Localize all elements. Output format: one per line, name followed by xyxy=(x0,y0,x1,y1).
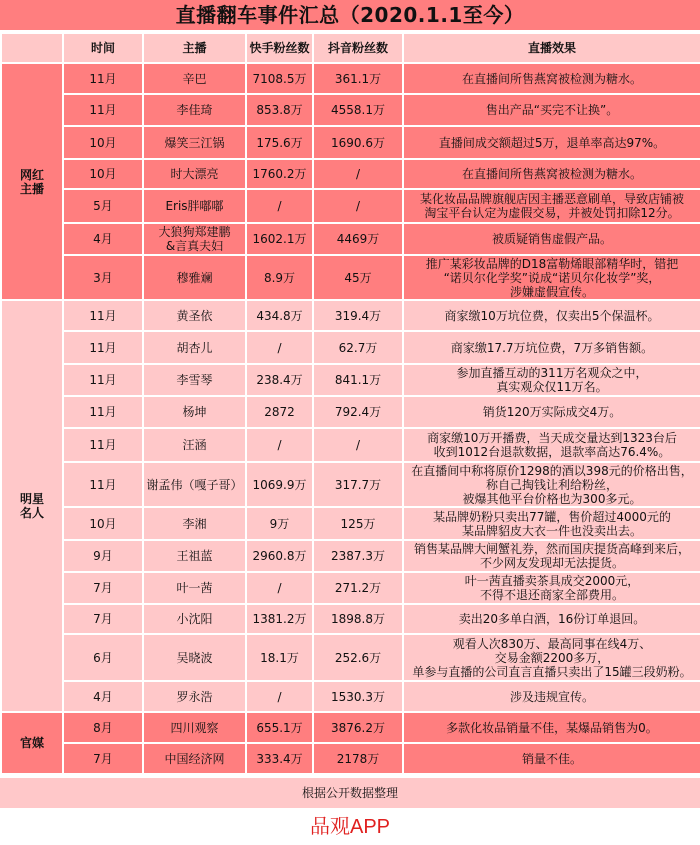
effect-cell xyxy=(403,634,700,681)
effect-cell xyxy=(403,189,700,223)
douyin-fans-cell: 841.1万 xyxy=(313,364,403,396)
douyin-fans-cell: / xyxy=(313,189,403,223)
effect-cell: 涉及违规宣传。 xyxy=(403,681,700,712)
header-effect: 直播效果 xyxy=(403,33,700,63)
time-cell: 7月 xyxy=(63,743,143,774)
effect-cell xyxy=(403,572,700,604)
douyin-fans-cell: 319.4万 xyxy=(313,300,403,331)
text-line: 参加直播互动的311万名观众之中， xyxy=(456,366,648,380)
text-line: 被爆其他平台价格也为300多元。 xyxy=(462,491,642,506)
time-cell: 11月 xyxy=(63,300,143,331)
douyin-fans-cell: 45万 xyxy=(313,255,403,300)
text-line: 单参与直播的公司直言直播只卖出了15罐三段奶粉。 xyxy=(412,664,692,679)
table-row xyxy=(1,94,700,126)
douyin-fans-cell: 62.7万 xyxy=(313,331,403,364)
kuaishou-fans-cell: 434.8万 xyxy=(246,300,313,331)
text-line: 观看人次830万、最高同事在线4万、 xyxy=(452,636,652,651)
table-body xyxy=(1,63,700,774)
time-cell: 10月 xyxy=(63,507,143,540)
effect-cell: 销量不佳。 xyxy=(403,743,700,774)
kuaishou-fans-cell: 1602.1万 xyxy=(246,223,313,255)
effect-cell: 商家缴17.7万坑位费，7万多销售额。 xyxy=(403,331,700,364)
header-category xyxy=(1,33,63,63)
text-line: “诺贝尔化学奖”说成“诺贝尔化妆学”奖， xyxy=(443,270,661,285)
category-label-line: 网红 xyxy=(19,167,44,182)
effect-cell xyxy=(403,540,700,572)
host-cell: Eris胖嘟嘟 xyxy=(143,189,246,223)
douyin-fans-cell: 125万 xyxy=(313,507,403,540)
time-cell: 10月 xyxy=(63,126,143,159)
kuaishou-fans-cell: 8.9万 xyxy=(246,255,313,300)
table-row xyxy=(1,540,700,572)
text-line: 涉嫌虚假宣传。 xyxy=(509,284,594,299)
text-line: 销售某品牌大闸蟹礼券，然而国庆提货高峰到来后， xyxy=(413,542,690,556)
time-cell: 11月 xyxy=(63,396,143,428)
host-cell xyxy=(143,223,246,255)
time-cell: 10月 xyxy=(63,159,143,189)
header-host: 主播 xyxy=(143,33,246,63)
text-line: 某品牌奶粉只卖出77罐，售价超过4000元的 xyxy=(433,509,671,524)
host-cell: 爆笑三江锅 xyxy=(143,126,246,159)
host-cell: 叶一茜 xyxy=(143,572,246,604)
kuaishou-fans-cell: / xyxy=(246,572,313,604)
text-line: 推广某彩妆品牌的D18富勒烯眼部精华时，错把 xyxy=(425,256,679,271)
text-line: 不少网友发现却无法提货。 xyxy=(479,556,624,570)
effect-cell: 直播间成交额超过5万，退单率高达97%。 xyxy=(403,126,700,159)
text-line: 叶一茜直播卖茶具成交2000元， xyxy=(464,574,640,588)
table-row xyxy=(1,223,700,255)
text-line: 某品牌貂皮大衣一件也没卖出去。 xyxy=(461,523,642,538)
kuaishou-fans-cell: 175.6万 xyxy=(246,126,313,159)
header-kuaishou-fans: 快手粉丝数 xyxy=(246,33,313,63)
douyin-fans-cell: 1898.8万 xyxy=(313,604,403,634)
table-row xyxy=(1,634,700,681)
text-line: 不得不退还商家全部费用。 xyxy=(479,588,624,602)
douyin-fans-cell: 4558.1万 xyxy=(313,94,403,126)
kuaishou-fans-cell: 1760.2万 xyxy=(246,159,313,189)
douyin-fans-cell: 252.6万 xyxy=(313,634,403,681)
category-label-line: 明星 xyxy=(19,492,44,506)
text-line: 某化妆品品牌旗舰店因主播恶意刷单，导致店铺被 xyxy=(419,192,684,206)
host-cell: 四川观察 xyxy=(143,712,246,743)
category-celebrities xyxy=(1,300,63,712)
effect-cell: 在直播间所售燕窝被检测为糖水。 xyxy=(403,159,700,189)
table-row xyxy=(1,159,700,189)
kuaishou-fans-cell: / xyxy=(246,428,313,462)
text-line: 大狼狗郑建鹏 xyxy=(158,225,231,239)
time-cell: 11月 xyxy=(63,63,143,94)
douyin-fans-cell: 271.2万 xyxy=(313,572,403,604)
time-cell: 11月 xyxy=(63,94,143,126)
host-cell: 李湘 xyxy=(143,507,246,540)
douyin-fans-cell: / xyxy=(313,159,403,189)
host-cell: 王祖蓝 xyxy=(143,540,246,572)
douyin-fans-cell: 3876.2万 xyxy=(313,712,403,743)
time-cell: 11月 xyxy=(63,428,143,462)
category-official-media xyxy=(1,712,63,774)
kuaishou-fans-cell: 655.1万 xyxy=(246,712,313,743)
douyin-fans-cell: 1530.3万 xyxy=(313,681,403,712)
effect-cell xyxy=(403,462,700,507)
category-label-line: 官媒 xyxy=(19,736,44,750)
host-cell: 黄圣依 xyxy=(143,300,246,331)
effect-cell xyxy=(403,364,700,396)
kuaishou-fans-cell: 1069.9万 xyxy=(246,462,313,507)
douyin-fans-cell: 361.1万 xyxy=(313,63,403,94)
effect-cell: 在直播间所售燕窝被检测为糖水。 xyxy=(403,63,700,94)
host-cell: 李雪琴 xyxy=(143,364,246,396)
host-cell: 胡杏儿 xyxy=(143,331,246,364)
category-influencers xyxy=(1,63,63,300)
table-row xyxy=(1,126,700,159)
table-row xyxy=(1,507,700,540)
table-row xyxy=(1,572,700,604)
table-row xyxy=(1,743,700,774)
table-row xyxy=(1,428,700,462)
table-header-row xyxy=(1,33,700,63)
effect-cell: 销货120万实际成交4万。 xyxy=(403,396,700,428)
kuaishou-fans-cell: / xyxy=(246,189,313,223)
kuaishou-fans-cell: 9万 xyxy=(246,507,313,540)
host-cell: 中国经济网 xyxy=(143,743,246,774)
douyin-fans-cell: 317.7万 xyxy=(313,462,403,507)
header-time: 时间 xyxy=(63,33,143,63)
text-line: 收到1012台退款数据，退款率高达76.4%。 xyxy=(433,445,671,459)
text-line: 在直播间中称将原价1298的酒以398元的价格出售， xyxy=(411,463,693,478)
douyin-fans-cell: 4469万 xyxy=(313,223,403,255)
time-cell: 11月 xyxy=(63,331,143,364)
kuaishou-fans-cell: / xyxy=(246,331,313,364)
host-cell: 小沈阳 xyxy=(143,604,246,634)
effect-cell xyxy=(403,507,700,540)
table-row xyxy=(1,189,700,223)
text-line: 商家缴10万开播费，当天成交量达到1323台后 xyxy=(427,431,677,445)
brand-logo-text: 品观APP xyxy=(309,816,391,838)
text-line: 淘宝平台认定为虚假交易，并被处罚扣除12分。 xyxy=(424,206,680,220)
effect-cell: 售出产品“买完不让换”。 xyxy=(403,94,700,126)
text-line: 真实观众仅11万名。 xyxy=(496,380,608,394)
kuaishou-fans-cell: 1381.2万 xyxy=(246,604,313,634)
page-title: 直播翻车事件汇总（2020.1.1至今） xyxy=(0,0,700,30)
kuaishou-fans-cell: 853.8万 xyxy=(246,94,313,126)
kuaishou-fans-cell: 238.4万 xyxy=(246,364,313,396)
time-cell: 7月 xyxy=(63,572,143,604)
text-line: 称自己掏钱让利给粉丝， xyxy=(485,477,618,492)
time-cell: 7月 xyxy=(63,604,143,634)
douyin-fans-cell: / xyxy=(313,428,403,462)
kuaishou-fans-cell: / xyxy=(246,681,313,712)
effect-cell: 卖出20多单白酒，16份订单退回。 xyxy=(403,604,700,634)
table-row xyxy=(1,396,700,428)
text-line: &言真夫妇 xyxy=(165,239,224,253)
douyin-fans-cell: 792.4万 xyxy=(313,396,403,428)
kuaishou-fans-cell: 7108.5万 xyxy=(246,63,313,94)
time-cell: 9月 xyxy=(63,540,143,572)
effect-cell: 被质疑销售虚假产品。 xyxy=(403,223,700,255)
text-line: 交易金额2200多万， xyxy=(494,650,610,665)
host-cell: 穆雅斓 xyxy=(143,255,246,300)
kuaishou-fans-cell: 333.4万 xyxy=(246,743,313,774)
kuaishou-fans-cell: 18.1万 xyxy=(246,634,313,681)
host-cell: 李佳琦 xyxy=(143,94,246,126)
effect-cell: 商家缴10万坑位费，仅卖出5个保温杯。 xyxy=(403,300,700,331)
effect-cell: 多款化妆品销量不佳，某爆品销售为0。 xyxy=(403,712,700,743)
host-cell: 吴晓波 xyxy=(143,634,246,681)
table-row xyxy=(1,712,700,743)
table-row xyxy=(1,364,700,396)
table-row xyxy=(1,331,700,364)
time-cell: 11月 xyxy=(63,462,143,507)
host-cell: 时大漂亮 xyxy=(143,159,246,189)
kuaishou-fans-cell: 2872 xyxy=(246,396,313,428)
host-cell: 谢孟伟（嘎子哥） xyxy=(143,462,246,507)
effect-cell xyxy=(403,428,700,462)
douyin-fans-cell: 1690.6万 xyxy=(313,126,403,159)
time-cell: 4月 xyxy=(63,681,143,712)
category-label-line: 名人 xyxy=(19,506,44,520)
douyin-fans-cell: 2387.3万 xyxy=(313,540,403,572)
host-cell: 杨坤 xyxy=(143,396,246,428)
table-row xyxy=(1,255,700,300)
host-cell: 辛巴 xyxy=(143,63,246,94)
source-footnote: 根据公开数据整理 xyxy=(0,778,700,808)
time-cell: 4月 xyxy=(63,223,143,255)
host-cell: 罗永浩 xyxy=(143,681,246,712)
time-cell: 11月 xyxy=(63,364,143,396)
events-table xyxy=(0,32,700,775)
douyin-fans-cell: 2178万 xyxy=(313,743,403,774)
time-cell: 3月 xyxy=(63,255,143,300)
effect-cell xyxy=(403,255,700,300)
header-douyin-fans: 抖音粉丝数 xyxy=(313,33,403,63)
category-label-line: 主播 xyxy=(19,181,44,196)
time-cell: 5月 xyxy=(63,189,143,223)
time-cell: 8月 xyxy=(63,712,143,743)
table-row xyxy=(1,300,700,331)
table-row xyxy=(1,681,700,712)
table-row xyxy=(1,604,700,634)
time-cell: 6月 xyxy=(63,634,143,681)
table-row xyxy=(1,462,700,507)
table-row xyxy=(1,63,700,94)
kuaishou-fans-cell: 2960.8万 xyxy=(246,540,313,572)
host-cell: 汪涵 xyxy=(143,428,246,462)
